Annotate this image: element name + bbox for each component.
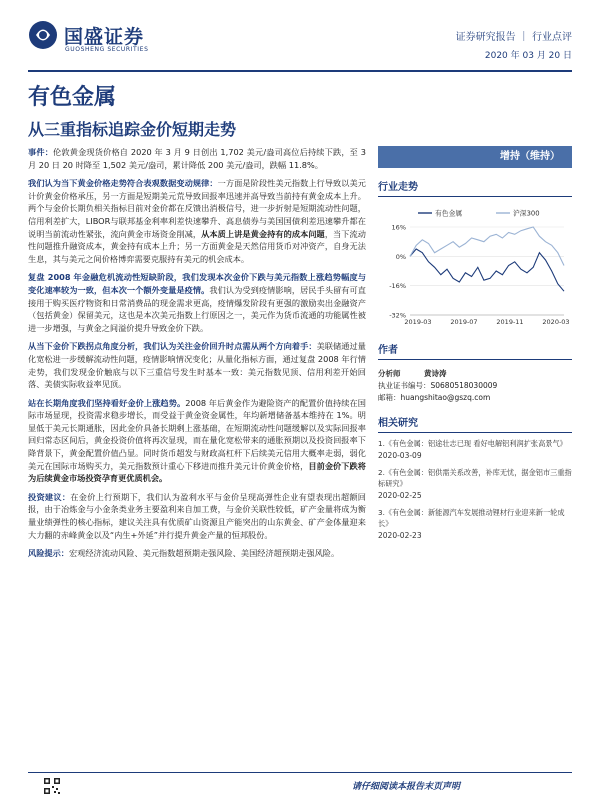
related-report-date: 2020-03-09: [378, 450, 422, 460]
series-line-1: [410, 227, 564, 266]
paragraph-risk: [28, 547, 366, 560]
paragraph-lead: 事件：: [28, 147, 54, 157]
footer-disclaimer: 请仔细阅读本报告末页声明: [351, 782, 460, 792]
paragraph-text: 美联储通过量化宽松进一步缓解流动性问题，疫情影响情况变化；从量化指标方面，通过复盘 2008 年行情走势，我们发现金价触底与以下三重信号发生时基本一致：美元指数见顶、信用利差开始回落、美债实际收益率见顶。: [28, 341, 366, 390]
related-report-date: 2020-02-25: [378, 490, 422, 500]
industry-trend-chart: [378, 203, 572, 331]
rating-badge: 增持（维持）: [378, 146, 572, 168]
legend-label: 沪深300: [513, 209, 540, 218]
cert-label: 执业证书编号：: [378, 381, 431, 390]
x-tick-label: 2019-07: [450, 318, 478, 326]
report-header: [28, 18, 572, 68]
paragraph-tail: ，当下流动性问题推升融资成本，黄金持有成本上升；另一方面黄金是天然信用货币对冲资产，自身无法生息，其与美元之间价格博弈需要克服持有美元的机会成本。: [28, 228, 366, 264]
paragraph-lead: 我们认为当下黄金价格走势符合表观数据变动规律：: [28, 178, 218, 189]
trend-chart-svg: [378, 203, 572, 331]
email-line: [378, 392, 572, 404]
paragraph-text: 在金价上行预期下，我们认为盈利水平与金价呈现高弹性企业有望表现出超额回报，由于冶炼金与小金条类业务主要盈利来自加工费，与金价关联性较低，矿产金量将成为衡量业绩弹性的核心指标，建议关注具有优质矿山资源且产能突出的山东黄金、矿产金体量迎来大力翻的赤峰黄金以及“内生+外延”并行提升黄金产量的恒邦股份。: [28, 491, 366, 540]
paragraph-lead: 风险提示：: [28, 548, 69, 559]
paragraph-event: [28, 146, 366, 171]
logo-chinese-name: 国盛证券: [64, 26, 145, 48]
author-info: [378, 368, 572, 404]
paragraph-text: 一方面是阶段性美元指数上行导致以美元计价黄金价格承压，另一方面是短期美元荒导致回报率迅速并高导致当前持有黄金成本上升。两个与金价长期负相关指标目前对金价都在反馈出消极信号，进一步折射是短期流动性问题，信用利差扩大，LIBOR与联邦基金利率利差快速攀升、高息债券与美国国债利差迅速攀升都在说明当前流动性紧张，流向黄金市场资金削减，: [28, 178, 366, 239]
sidebar: [378, 146, 572, 542]
paragraph-investment-advice: [28, 491, 366, 541]
y-tick-label: -32%: [389, 311, 406, 320]
paragraph-text: 宏观经济流动风险、美元指数超预期走强风险、美国经济超预期走强风险。: [68, 548, 340, 559]
x-tick-label: 2019-11: [496, 318, 524, 326]
email-link[interactable]: huangshitao@gszq.com: [400, 393, 491, 402]
analyst-line: [378, 368, 572, 380]
y-tick-label: 0%: [395, 252, 406, 261]
paragraph-text: 我们认为受到疫情影响，居民手头留有可直接用于购买医疗物资和日常消费品的现金需求更高，疫情爆发阶段有更强的激励卖出金融资产（包括黄金）保留美元，这也是本次美元指数上行原因之一，美元作为货币流通的功能属性被进一步增强，与黄金之间溢价提升导致金价下跌。: [28, 284, 366, 333]
related-report-title[interactable]: 2.《有色金属：铝供需关系改善，补库无忧，据金铝市三重指标研究》: [378, 467, 572, 488]
analyst-name: 黄诗涛: [424, 369, 447, 378]
paragraph-lead: 站在长期角度我们坚持看好金价上涨趋势。: [28, 397, 186, 408]
paragraph-lead: 投资建议：: [28, 491, 71, 502]
company-logo: [28, 18, 178, 62]
y-tick-label: 16%: [391, 223, 406, 232]
related-report-title[interactable]: 1.《有色金属：铝途壮志已现 看好电解铝利润扩张高景气》: [378, 439, 567, 448]
related-report-title[interactable]: 3.《有色金属：新能源汽车发展推动锂材行业迎来新一轮成长》: [378, 507, 565, 528]
paragraph-text: 2008 年后黄金作为避险资产的配置价值持续在国际市场显现，投资需求稳步增长，而受益于黄金资金属性，年均新增储备基本维持在 1%。明显低于美元长期通胀，因此金价具备长期剩上涨基础，在短期流动性问题缓解以及实际回报率回归常态区间后，黄金投资价值将再次显现，而在量化宽松带来的通胀预期以及投资回报率下降背景下，黄金配置价值凸显。同时货币超发与财政高杠杆下后续美元信用大概率走弱，弱化美元在国际市场购买力，美元指数预计重心下移进而推升美元计价黄金价格，: [28, 397, 366, 471]
x-tick-label: 2020-03: [542, 318, 570, 326]
y-tick-label: -16%: [389, 282, 406, 291]
series-line-0: [410, 249, 564, 291]
paragraph-turning-point: [28, 340, 366, 390]
paragraph-text: 伦敦黄金现货价格自 2020 年 3 月 9 日创出 1,702 美元/盎司高位后持续下跌，至 3 月 20 日 20 时降至 1,502 美元/盎司，累计降低 200 美元/盎司，跌幅 11.8%。: [28, 147, 366, 170]
paragraph-analysis: [28, 177, 366, 265]
paragraph-lead: 复盘 2008 年金融危机流动性短缺阶段，我们发现本次金价下跌与美元指数上涨趋势幅度与变化速率较为一致，但本次一个额外变量是疫情。: [28, 272, 366, 295]
industry-title: 有色金属: [28, 84, 117, 110]
report-title: 从三重指标追踪金价短期走势: [28, 120, 237, 139]
cert-line: [378, 380, 572, 392]
x-tick-label: 2019-03: [404, 318, 432, 326]
paragraph-emphasis: 目前金价下跌将为后续黄金市场投资孕育更优质机会。: [28, 460, 366, 484]
qr-code-icon: [44, 778, 60, 794]
report-date: 2020 年 03 月 20 日: [484, 51, 572, 61]
author-heading: 作者: [378, 341, 572, 360]
paragraph-emphasis: 从本质上讲是黄金持有的成本问题: [201, 228, 325, 239]
paragraph-lead: 从当下金价下跌拐点角度分析，我们认为关注金价回升时点需从两个方向着手：: [28, 341, 317, 352]
logo-english-name: GUOSHENG SECURITIES: [65, 46, 149, 53]
cert-number: S0680518030009: [430, 381, 498, 390]
email-label: 邮箱：: [378, 393, 401, 402]
analyst-label: 分析师: [378, 369, 401, 378]
related-report-date: 2020-02-23: [378, 530, 422, 540]
related-heading: 相关研究: [378, 414, 572, 433]
main-body: [28, 146, 366, 566]
trend-heading: 行业走势: [378, 178, 572, 197]
paragraph-long-term: [28, 397, 366, 485]
legend-label: 有色金属: [435, 209, 463, 218]
paragraph-2008-review: [28, 271, 366, 334]
guosheng-logo-icon: [28, 20, 58, 50]
header-divider: [28, 70, 572, 72]
report-type: 证券研究报告 ｜ 行业点评: [455, 32, 572, 43]
footer-divider: [28, 772, 572, 773]
